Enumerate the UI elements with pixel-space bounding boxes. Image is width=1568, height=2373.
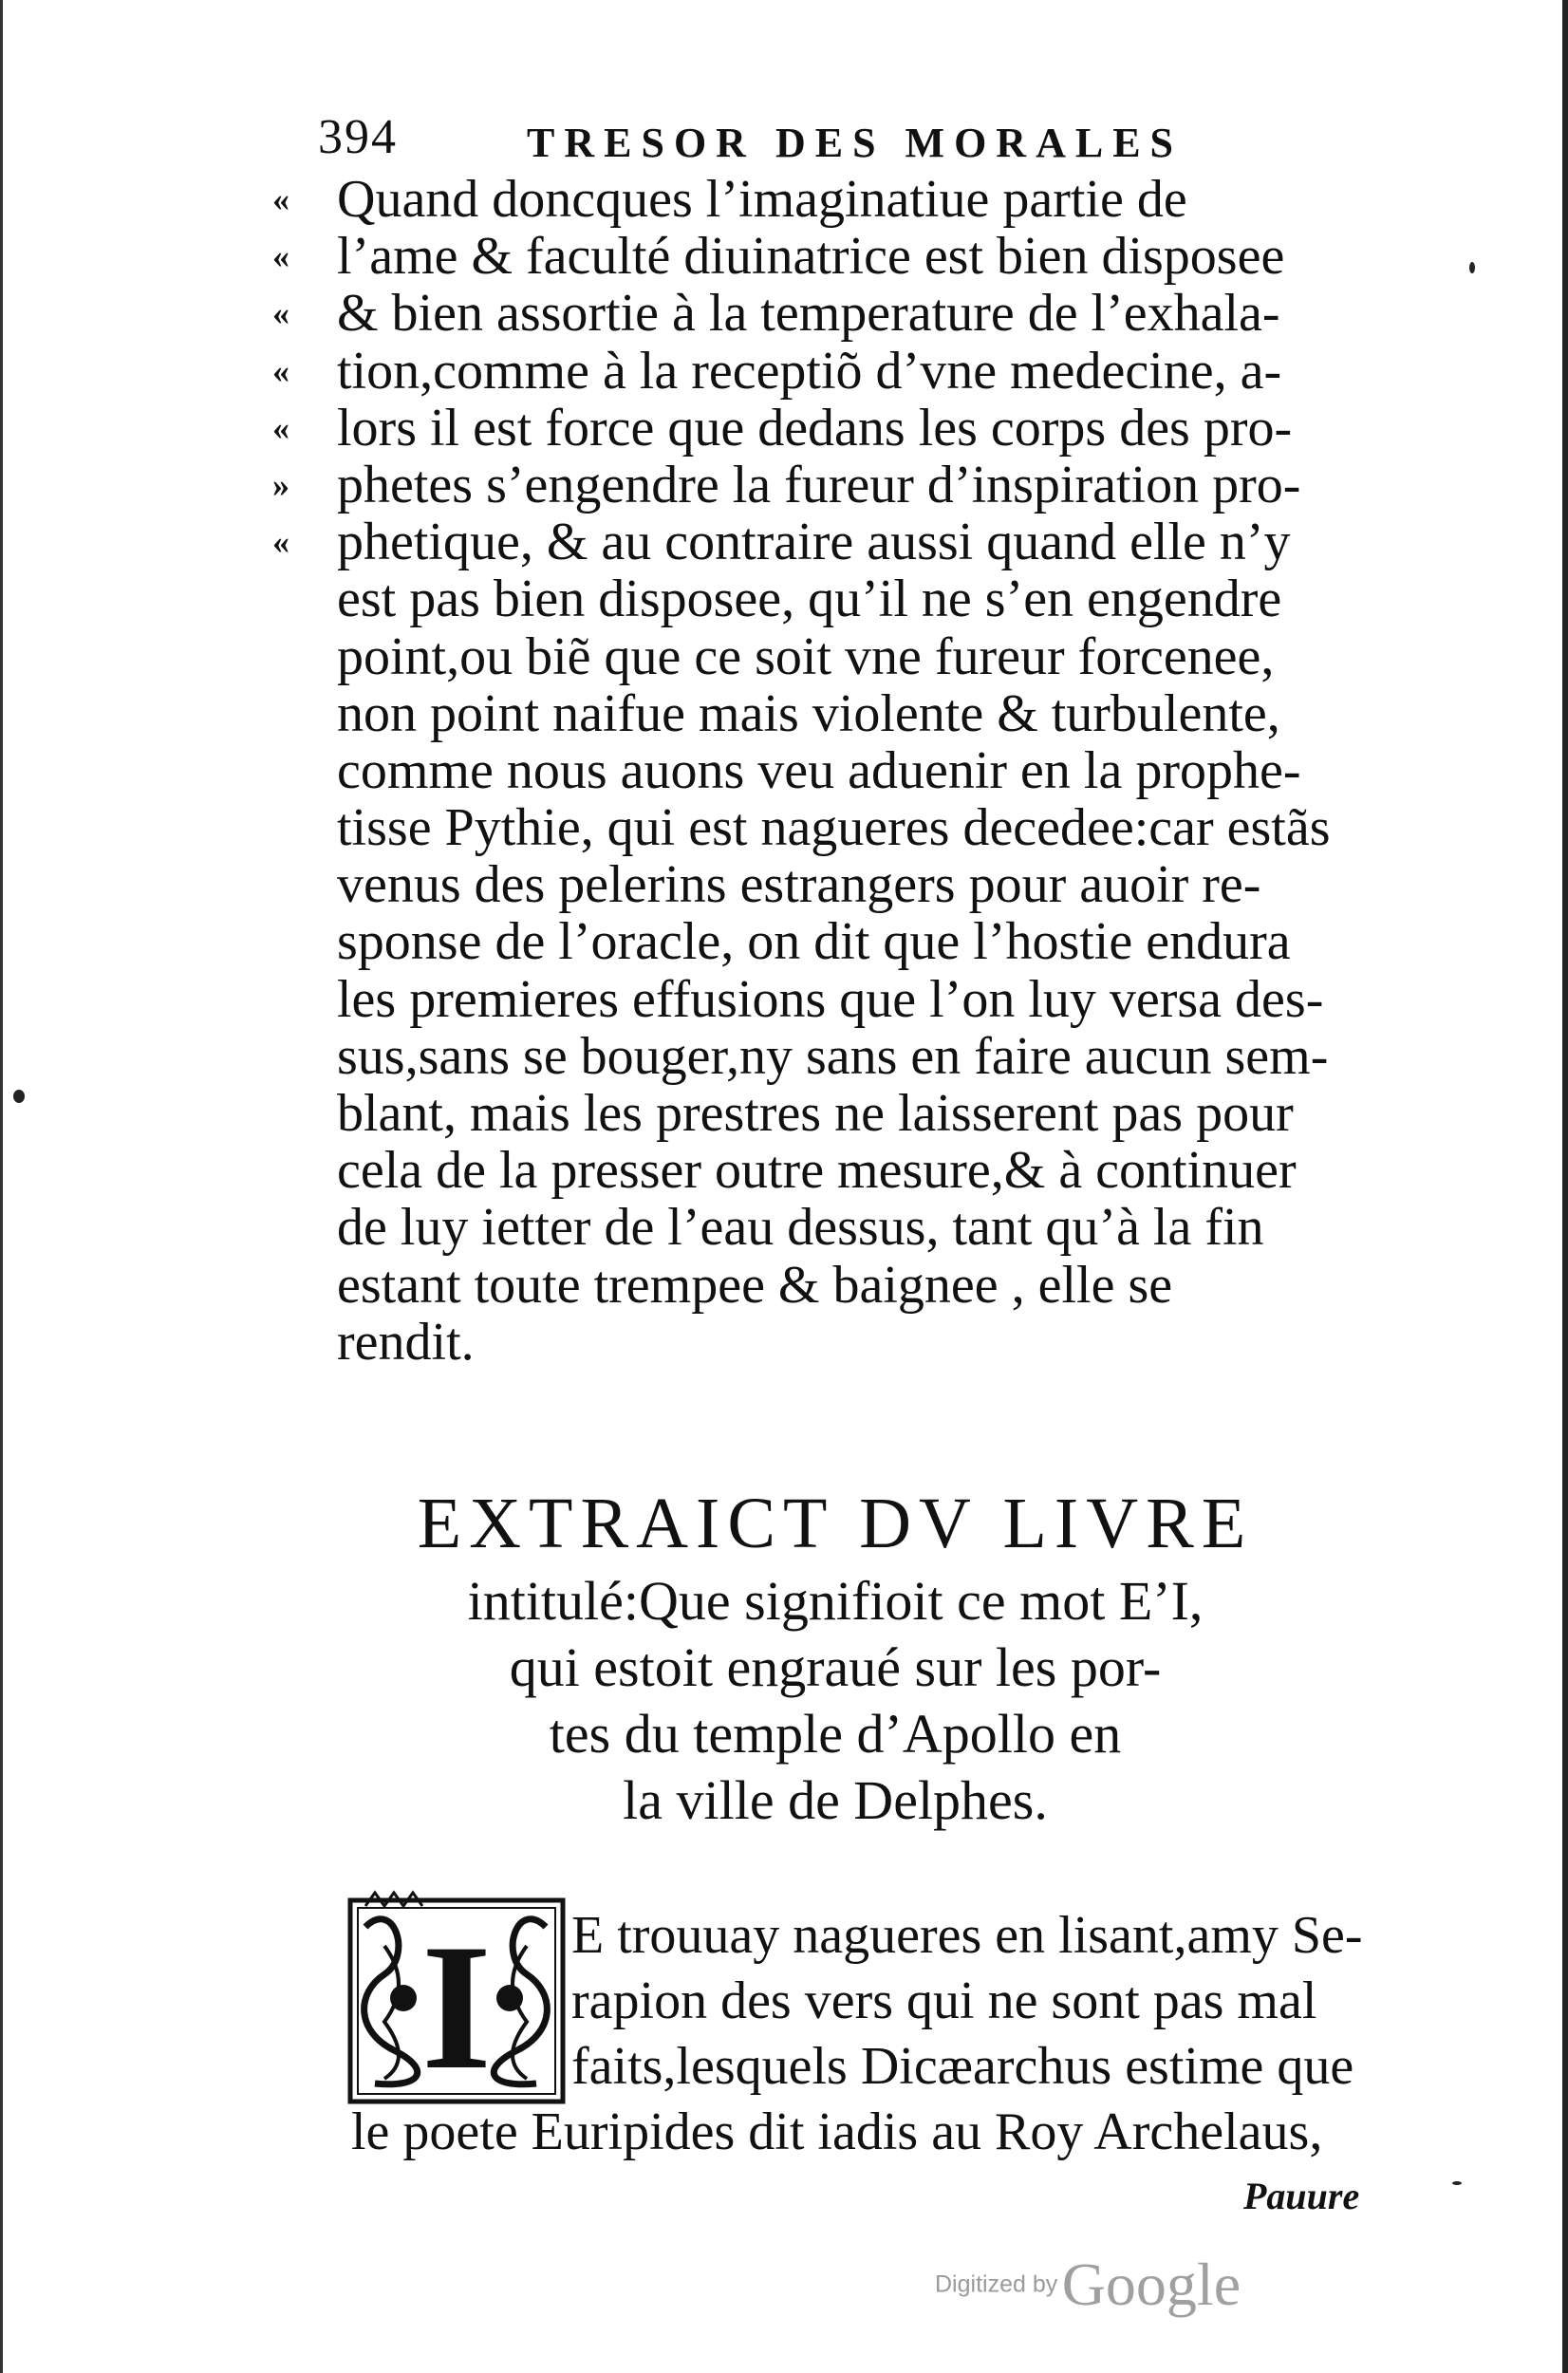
quote-mark: « (272, 294, 289, 333)
body-line (337, 1257, 1381, 1314)
body-line (337, 913, 1381, 970)
page-edge-left (0, 0, 3, 2373)
body-line (337, 1028, 1381, 1085)
body-line-text: tion,comme à la receptiõ d’vne medecine, a- (337, 341, 1282, 401)
body-line (337, 685, 1381, 742)
body-line (337, 628, 1381, 685)
body-line-text: tisse Pythie, qui est nagueres decedee:car estãs (337, 798, 1331, 858)
quote-mark: « (272, 523, 289, 562)
body-line-text: venus des pelerins estrangers pour auoir re- (337, 855, 1261, 915)
quote-mark: « (272, 180, 289, 218)
body-line (272, 513, 1381, 572)
body-line-text: rendit. (337, 1312, 475, 1372)
quote-mark: « (272, 351, 289, 390)
body-line-text: Quand doncques l’imaginatiue partie de (337, 170, 1187, 229)
ink-speck (13, 1090, 25, 1103)
ink-speck (1469, 262, 1475, 273)
page-number: 394 (318, 110, 398, 164)
body-line (337, 1085, 1381, 1142)
running-head-title: TRESOR DES MORALES (527, 120, 1184, 166)
passage-line: E trouuay nagueres en lisant,amy Se- (571, 1906, 1363, 1965)
body-line-text: point,ou biẽ que ce soit vne fureur forcenee, (337, 626, 1275, 686)
body-line-text: les premieres effusions que l’on luy versa des- (337, 969, 1324, 1029)
section-heading-subline: tes du temple d’Apollo en (549, 1703, 1122, 1765)
body-line-text: est pas bien disposee, qu’il ne s’en engendre (337, 570, 1282, 629)
ink-speck (1452, 2181, 1462, 2185)
section-heading-subline: qui estoit engraué sur les por- (509, 1636, 1162, 1698)
body-line (337, 742, 1381, 799)
catchword: Pauure (1243, 2175, 1360, 2217)
page-edge-right (1562, 0, 1568, 2373)
body-line-text: non point naifue mais violente & turbulente, (337, 683, 1280, 743)
body-line (337, 1142, 1381, 1199)
body-line (272, 227, 1381, 287)
body-text (272, 170, 1381, 1372)
watermark-label: Digitized by (935, 2270, 1058, 2298)
body-line-text: estant toute trempee & baignee , elle se (337, 1255, 1173, 1315)
body-line-text: blant, mais les prestres ne laisserent pas pour (337, 1084, 1294, 1143)
body-line-text: l’ame & faculté diuinatrice est bien disposee (337, 227, 1285, 287)
quote-mark: « (272, 237, 289, 276)
body-line-text: de luy ietter de l’eau dessus, tant qu’à la fin (337, 1198, 1264, 1258)
body-line (337, 971, 1381, 1028)
body-line (337, 1199, 1381, 1256)
section-heading (313, 1481, 1357, 1834)
running-head (318, 109, 1267, 176)
section-heading-main: EXTRAICT DV LIVRE (417, 1484, 1254, 1563)
passage-line: le poete Euripides dit iadis au Roy Archelaus, (351, 2102, 1323, 2161)
body-line-text: sus,sans se bouger,ny sans en faire aucun sem- (337, 1026, 1329, 1086)
body-line-text: lors il est force que dedans les corps des pro- (337, 398, 1293, 458)
body-line (337, 799, 1381, 856)
body-line-text: & bien assortie à la temperature de l’exhala- (337, 284, 1280, 344)
passage-line: rapion des vers qui ne sont pas mal (571, 1971, 1317, 2030)
body-line-text: cela de la presser outre mesure,& à continuer (337, 1141, 1297, 1201)
body-line-text: sponse de l’oracle, on dit que l’hostie endura (337, 912, 1291, 972)
body-line (337, 570, 1381, 627)
body-line (337, 1314, 1381, 1371)
quote-mark: » (272, 465, 289, 504)
body-line (272, 170, 1381, 229)
body-line-text: phetique, & au contraire aussi quand elle n’y (337, 513, 1291, 572)
body-line-text: comme nous auons veu aduenir en la prophe- (337, 740, 1301, 800)
drop-cap-letter: I (421, 1908, 492, 2107)
google-logo: Google (1061, 2251, 1241, 2318)
body-line (272, 398, 1381, 458)
quote-mark: « (272, 408, 289, 447)
digitized-watermark (935, 2250, 1241, 2326)
body-line-text: phetes s’engendre la fureur d’inspiration pro- (337, 455, 1301, 514)
body-line (272, 455, 1381, 514)
body-line (272, 284, 1381, 344)
body-line (272, 341, 1381, 401)
body-line (337, 856, 1381, 913)
opening-passage (351, 1903, 1395, 2165)
passage-line: faits,lesquels Dicæarchus estime que (571, 2037, 1354, 2096)
section-heading-subline: la ville de Delphes. (623, 1769, 1048, 1831)
section-heading-subline: intitulé:Que signifioit ce mot E’I, (467, 1570, 1204, 1632)
